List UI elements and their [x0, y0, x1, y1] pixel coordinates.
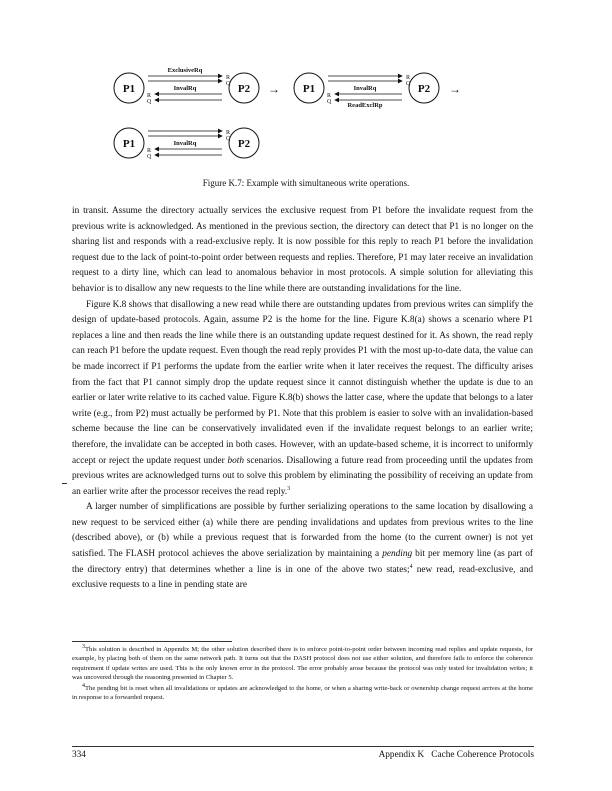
svg-text:Q: Q [226, 136, 231, 142]
footnote: $^4$The pending bit is reset when all invalidations or updates are acknowledged to the home, or when a sharing write-back or ownership change request arrives at the home in response to a forwarded request. [72, 682, 533, 702]
diagram-2 [294, 73, 439, 109]
node-p1-label: P1 [122, 83, 136, 95]
svg-text:R: R [147, 93, 152, 99]
msg-inval: InvalRq [353, 85, 377, 92]
node-p2-label: P2 [237, 138, 251, 150]
svg-text:Q: Q [147, 154, 152, 160]
node-p2-label: P2 [417, 83, 431, 95]
figure-caption: Figure K.7: Example with simultaneous write operations. [202, 178, 410, 188]
paragraph: in transit. Assume the directory actually services the exclusive request from P1 before the invalidate request from the previous write is acknowledged. As mentioned in the previous section, the directory can detect that P1 is no longer on the sharing list and responds with a read-exclusive reply. It is now possible for this reply to reach P1 before the invalidation request due to the lack of point-to-point order between requests and replies. Therefore, P1 may later receive an invalidation request to a dirty line, which can lead to anomalous behavior in most protocols. A simple solution for alleviating this behavior is to disallow any new requests to the line while there are outstanding invalidations for the line. [72, 206, 533, 294]
node-p2-label: P2 [237, 83, 251, 95]
svg-text:R: R [327, 93, 332, 99]
msg-exclusive: ExclusiveRq [167, 67, 203, 74]
svg-text:Q: Q [147, 99, 152, 105]
svg-text:R: R [226, 75, 231, 81]
svg-text:R: R [226, 130, 231, 136]
figure-k7 [0, 0, 612, 175]
msg-readexcl: ReadExclRp [347, 102, 383, 109]
body-text [72, 204, 533, 594]
footnotes [72, 645, 533, 703]
diagram-3 [114, 128, 259, 160]
svg-text:Q: Q [406, 81, 411, 87]
page-number: 334 [72, 750, 86, 760]
svg-text:Q: Q [226, 81, 231, 87]
footer-rule [72, 746, 534, 747]
footnote: $^3$This solution is described in Appendix M; the other solution described there is to enforce point-to-point order between incoming read replies and update requests, for example, by placing both of them on the same network path. It turns out that the DASH protocol does not use either solution, and therefore fails to enforce the coherence requirement if update writes are used. This is the only known error in the protocol. The error probably arose because the protocol was only tested for invalidation writes; it was uncovered through the reasoning presented in Chapter 5. [72, 643, 533, 682]
footnote-ref: 3 [287, 485, 291, 492]
transition-arrow-2: → [449, 82, 461, 96]
transition-arrow-1: → [268, 82, 280, 96]
footnote-rule [72, 641, 232, 642]
svg-text:Q: Q [327, 99, 332, 105]
node-p1-label: P1 [302, 83, 316, 95]
running-title: Appendix K Cache Coherence Protocols [378, 750, 534, 760]
node-p1-label: P1 [122, 138, 136, 150]
msg-inval: InvalRq [173, 85, 197, 92]
paragraph: Figure K.8 shows that disallowing a new read while there are outstanding updates from previous writes can simplify the design of update-based protocols. Again, assume P2 is the home for the line. Figure K.8(a) shows a scenario where P1 replaces a line and then reads the line while there is an outstanding update request destined for it. As shown, the read reply can reach P1 before the update request. Even though the read reply provides P1 with the most up-to-date data, the value can be made incorrect if P1 performs the update from the earlier write when it later receives the request. The difficulty arises from the fact that P1 cannot simply drop the update request since it cannot distinguish whether the update is due to an earlier or later write relative to its cached value. Figure K.8(b) shows the latter case, where the update that belongs to a later write (e.g., from P2) must actually be performed by P1. Note that this problem is easier to solve with an invalidation-based scheme because the line can be conservatively invalidated even if the invalidate request belongs to an earlier write; therefore, the invalidate can be accepted in both cases. However, with an update-based scheme, it is incorrect to uniformly accept or reject the update request under both scenarios. Disallowing a future read from proceeding until the updates from previous writes are acknowledged turns out to solve this problem by eliminating the possibility of receiving an update from an earlier write after the processor receives the read reply.$^3$ [72, 299, 534, 497]
svg-text:R: R [406, 75, 411, 81]
msg-inval: InvalRq [173, 140, 197, 147]
paragraph: A larger number of simplifications are possible by further serializing operations to the same location by disallowing a new request to be serviced either (a) while there are pending invalidations and updates from previous writes to the line (described above), or (b) while a previous request that is forwarded from the home (to the current owner) is not yet satisfied. The FLASH protocol achieves the above serialization by maintaining a pending bit per memory line (as part of the directory entry) that determines whether a line is in one of the above two states;$^4$ new read, read-exclusive, and exclusive requests to a line in pending state are [72, 502, 533, 591]
footnote-ref: 4 [409, 563, 413, 570]
diagram-1 [114, 67, 259, 105]
svg-text:R: R [147, 148, 152, 154]
margin-mark [62, 483, 67, 484]
